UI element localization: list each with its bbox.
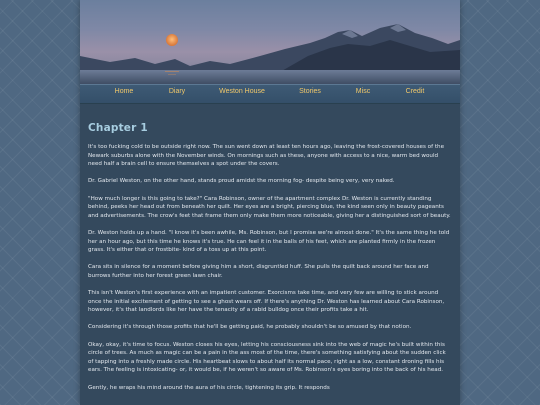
story-paragraph: Okay, okay, it's time to focus. Weston closes his eyes, letting his consciousness sink into the web of magic he's built within this circle of trees. As much as magic can be a pain in the ass most of the time, there's something satisfying about the sudden click of tapping into a freshly made circle. His heartbeat slows to about half its normal pace, right as a low, constant droning fills his ears. The feeling is intoxicating- or, it would be, if he weren't so aware of Ms. Robinson's eyes boring into the back of his head.: [88, 341, 446, 374]
site-container: [80, 0, 460, 405]
story-paragraph: Considering it's through those profits that he'll be getting paid, he probably shouldn't be so amused by that notion.: [88, 324, 412, 331]
nav-weston-house[interactable]: Weston House: [219, 88, 265, 95]
story-paragraph: Dr. Gabriel Weston, on the other hand, stands proud amidst the morning fog- despite being very, very naked.: [88, 178, 395, 185]
nav-home[interactable]: Home: [114, 88, 134, 95]
story-content: [88, 122, 452, 401]
story-paragraph: Gently, he wraps his mind around the aura of his circle, tightening its grip. It responds: [88, 384, 330, 391]
moon-icon: [166, 34, 178, 46]
nav-credit[interactable]: Credit: [405, 88, 425, 95]
nav-stories[interactable]: Stories: [299, 88, 321, 95]
story-paragraph: Cara sits in silence for a moment before giving him a short, disgruntled huff. She pulls the quilt back around her face and burrows further into her forest green lawn chair.: [88, 264, 429, 279]
header-banner: [80, 0, 460, 84]
main-navigation: [80, 84, 460, 104]
story-paragraph: "How much longer is this going to take?" Cara Robinson, owner of the apartment complex Dr. Weston is currently standing behind, peeks her head out from beneath her quilt. Her eyes are a bright, piercing blue, the kind seen only in beauty pageants and advertisements. The crow's feet that frame them only make them more noticeable, giving her a distinguished sort of beauty.: [88, 195, 451, 219]
story-paragraph: This isn't Weston's first experience with an impatient customer. Exorcisms take time, and very few are willing to stick around once the initial excitement of getting to see a ghost wears off. If there's anything Dr. Weston has learned about Cara Robinson, however, it's that landlords like her have the tenacity of a rabid bulldog once their profits take a hit.: [88, 290, 445, 314]
mountain-landscape-image: [80, 0, 460, 84]
story-paragraph: Dr. Weston holds up a hand. "I know it's been awhile, Ms. Robinson, but I promise we're almost done." It's the same thing he told her an hour ago, but this time he knows it's true. He can feel it in the balls of his feet, which are planted firmly in the frozen grass. It's either that or frostbite- kind of a toss up at this point.: [88, 229, 450, 254]
story-paragraph: It's too fucking cold to be outside right now. The sun went down at least ten hours ago, leaving the frost-covered houses of the Newark suburbs alone with the November winds. On mornings such as these, anyone with access to a nice, warm bed would need half a brain cell to ensure themselves a spot under the covers.: [88, 144, 445, 168]
chapter-title: Chapter 1: [88, 122, 148, 134]
nav-misc[interactable]: Misc: [355, 88, 371, 95]
nav-diary[interactable]: Diary: [168, 88, 186, 95]
